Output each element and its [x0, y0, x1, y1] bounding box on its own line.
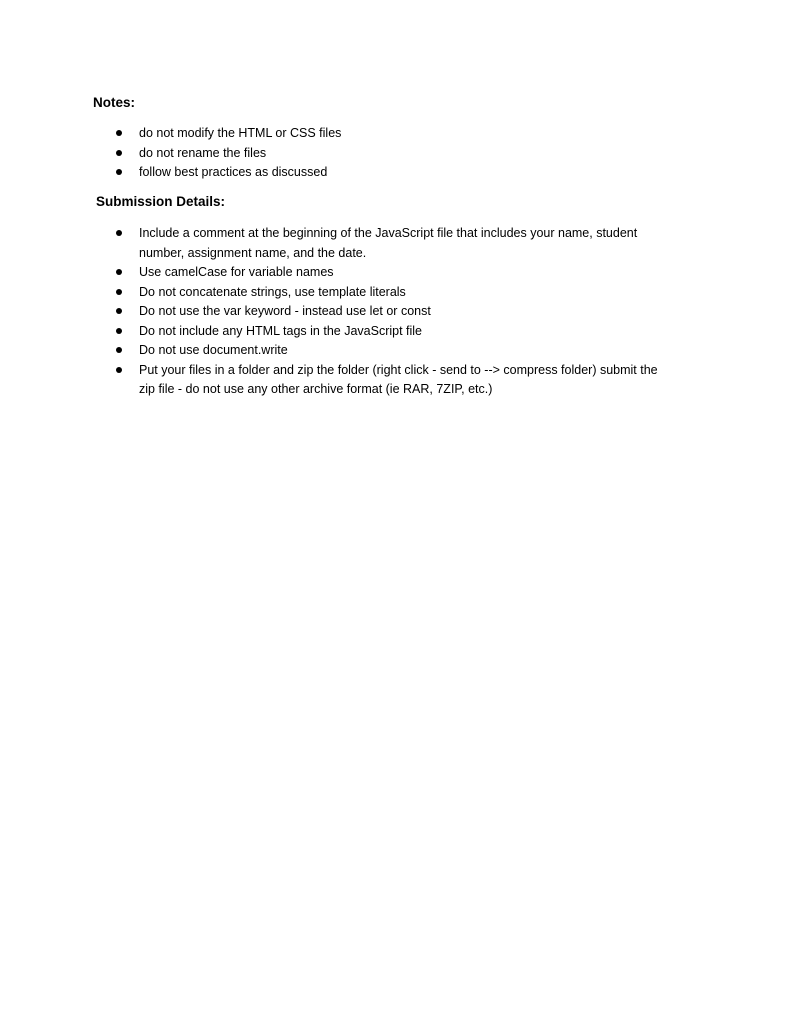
submission-item-text: Do not include any HTML tags in the JavaScript file	[139, 323, 423, 338]
notes-list	[0, 124, 699, 183]
submission-item-text: Do not concatenate strings, use template literals	[139, 284, 406, 299]
bullet-icon	[116, 269, 122, 275]
submission-item	[0, 224, 699, 263]
submission-item-text: Do not use the var keyword - instead use let or const	[139, 304, 431, 318]
submission-item	[0, 263, 699, 283]
bullet-icon	[116, 150, 122, 156]
notes-item	[0, 124, 699, 144]
submission-details-heading: Submission Details:	[96, 194, 226, 209]
submission-item	[0, 322, 699, 342]
submission-details-list	[0, 224, 699, 400]
bullet-icon	[116, 130, 122, 136]
bullet-icon	[116, 328, 122, 334]
submission-item	[0, 283, 699, 303]
bullet-icon	[116, 347, 122, 353]
submission-item-text: Put your files in a folder and zip the folder (right click - send to --> compress folder) submit the zip file - do not use any other archive format (ie RAR, 7ZIP, etc.)	[139, 362, 658, 396]
notes-item	[0, 163, 699, 183]
notes-item-text: do not modify the HTML or CSS files	[139, 126, 342, 140]
notes-item-text: do not rename the files	[139, 145, 267, 160]
notes-item-text: follow best practices as discussed	[139, 165, 328, 179]
submission-item-text: Use camelCase for variable names	[139, 265, 334, 279]
bullet-icon	[116, 169, 122, 175]
submission-item	[0, 361, 699, 400]
bullet-icon	[116, 367, 122, 373]
submission-item	[0, 302, 699, 322]
submission-item	[0, 341, 699, 361]
submission-item-text: Do not use document.write	[139, 343, 288, 357]
submission-item-text: Include a comment at the beginning of the JavaScript file that includes your name, student number, assignment name, and the date.	[139, 226, 638, 260]
bullet-icon	[116, 289, 122, 295]
notes-heading: Notes:	[93, 95, 136, 110]
notes-item	[0, 144, 699, 164]
bullet-icon	[116, 308, 122, 314]
bullet-icon	[116, 230, 122, 236]
